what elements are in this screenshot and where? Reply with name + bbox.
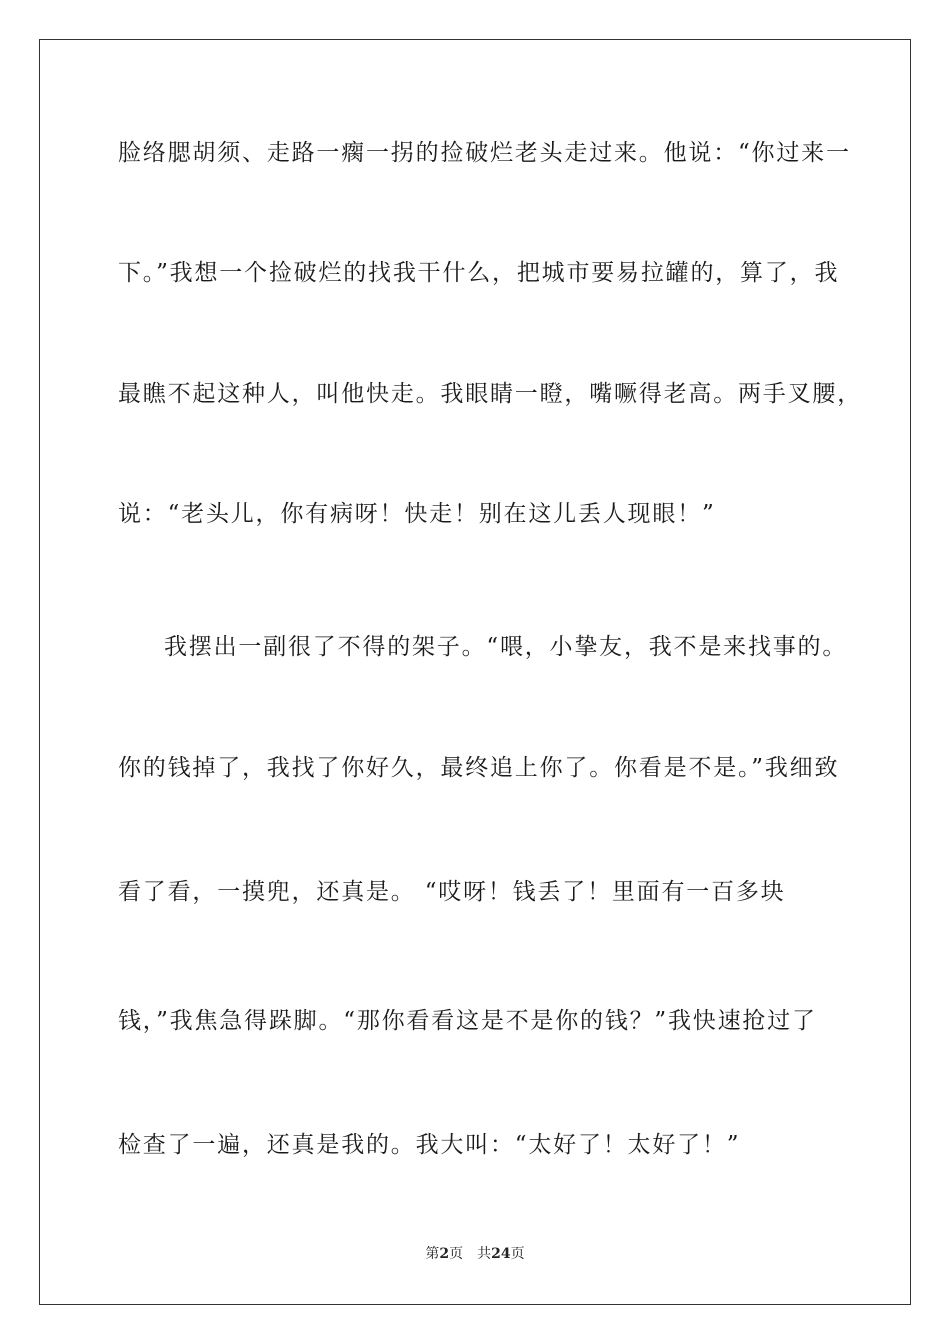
total-pages: 24 <box>491 1246 511 1262</box>
paragraph-line: 检查了一遍，还真是我的。我大叫：“太好了！太好了！” <box>118 1132 741 1158</box>
paragraph-line: 我摆出一副很了不得的架子。“喂，小挚友，我不是来找事的。 <box>164 634 848 660</box>
paragraph-line: 钱，”我焦急得跺脚。“那你看看这是不是你的钱？”我快速抢过了 <box>118 1008 817 1034</box>
page-suffix: 页 <box>449 1246 464 1262</box>
paragraph-line: 看了看，一摸兜，还真是。 “哎呀！钱丢了！里面有一百多块 <box>118 879 786 905</box>
paragraph-line: 你的钱掉了，我找了你好久，最终追上你了。你看是不是。”我细致 <box>118 755 840 781</box>
page-footer <box>0 1244 950 1264</box>
total-prefix: 共 <box>477 1246 492 1262</box>
paragraph-line: 说：“老头儿，你有病呀！快走！别在这儿丢人现眼！” <box>118 501 716 527</box>
page-number: 2 <box>439 1246 450 1262</box>
page-prefix: 第 <box>425 1246 440 1262</box>
total-suffix: 页 <box>510 1246 525 1262</box>
page-border <box>39 39 911 1305</box>
paragraph-line: 下。”我想一个捡破烂的找我干什么，把城市要易拉罐的，算了，我 <box>118 260 840 286</box>
paragraph-line: 最瞧不起这种人，叫他快走。我眼睛一瞪，嘴噘得老高。两手叉腰， <box>118 381 862 407</box>
paragraph-line: 脸络腮胡须、走路一瘸一拐的捡破烂老头走过来。他说：“你过来一 <box>118 140 851 166</box>
